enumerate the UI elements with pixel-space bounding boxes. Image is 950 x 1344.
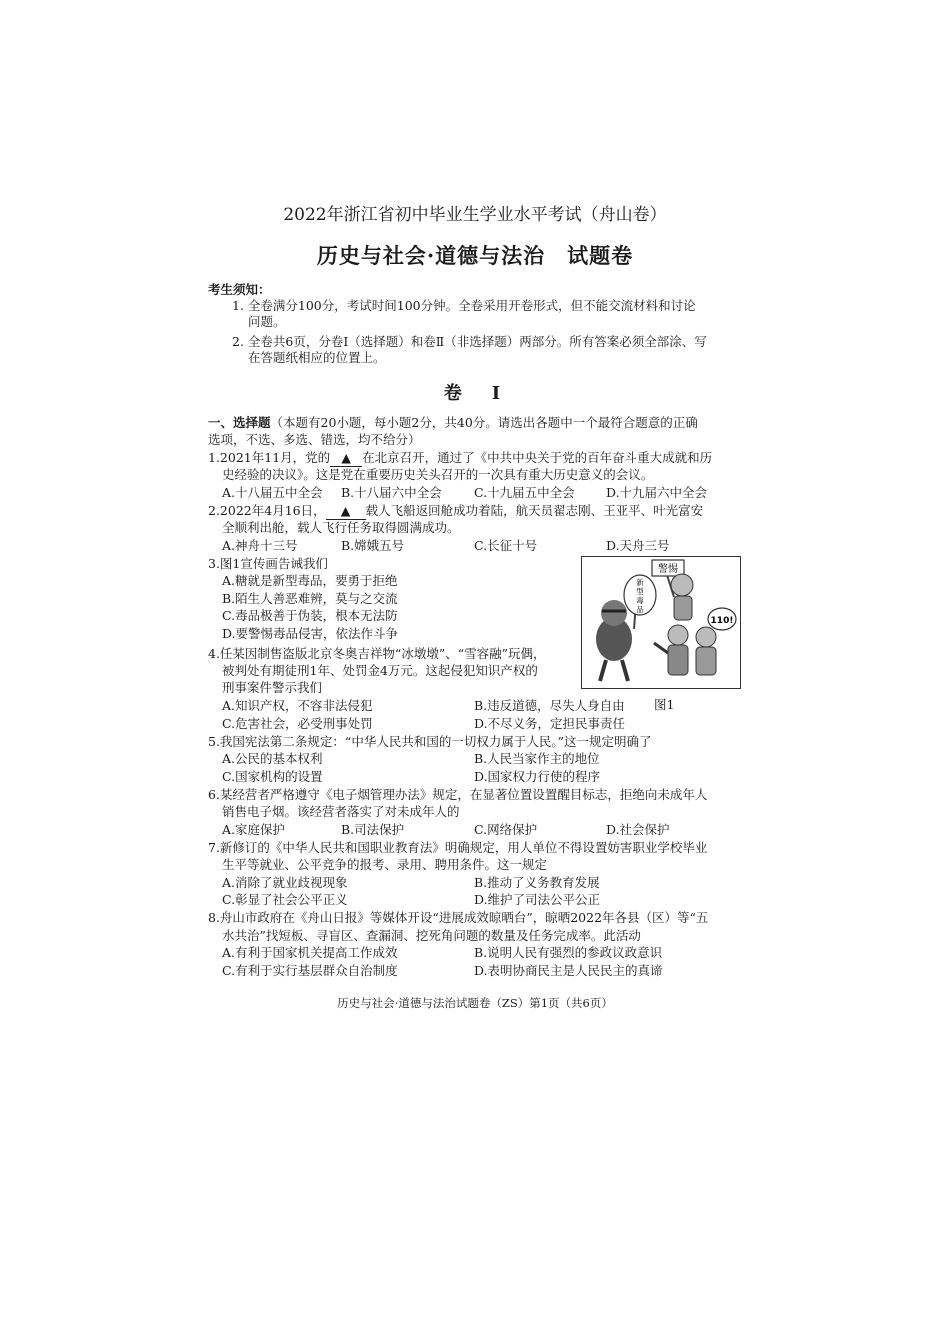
section1-head-bold: 一、选择题 bbox=[208, 415, 271, 430]
q8-option-d: D.表明协商民主是人民民主的真谛 bbox=[474, 963, 663, 978]
q7-option-d: D.维护了司法公平公正 bbox=[474, 892, 601, 907]
drug-sign-text-3: 毒 bbox=[636, 596, 644, 605]
q2-stem bbox=[208, 502, 703, 520]
monster-head bbox=[601, 600, 627, 626]
figure-caption: 图1 bbox=[654, 697, 675, 712]
q6-option-b: B.司法保护 bbox=[341, 822, 405, 837]
q1-blank: ▲ bbox=[330, 449, 362, 467]
q8-stem-line1: 8.舟山市政府在《舟山日报》等媒体开设“进展成效晾晒台”，晾晒2022年各县（区）等“五 bbox=[208, 910, 709, 925]
kid-left-arm bbox=[654, 643, 668, 653]
q1-option-c: C.十九届五中全会 bbox=[474, 485, 575, 500]
q8-stem-line2: 水共治”找短板、寻盲区、查漏洞、挖死角问题的数量及任务完成率。此活动 bbox=[222, 928, 641, 943]
q7-stem-line1: 7.新修订的《中华人民共和国职业教育法》明确规定，用人单位不得设置妨害职业学校毕业 bbox=[208, 840, 708, 855]
q8-option-c: C.有利于实行基层群众自治制度 bbox=[222, 963, 398, 978]
monster-legs bbox=[600, 660, 628, 681]
q7-option-a: A.消除了就业歧视现象 bbox=[222, 875, 348, 890]
notice-item: 在答题纸相应的位置上。 bbox=[248, 350, 386, 365]
q2-stem-post: 载人飞船返回舱成功着陆，航天员翟志刚、王亚平、叶光富安 bbox=[365, 503, 704, 518]
q5-stem: 5.我国宪法第二条规定：“中华人民共和国的一切权力属于人民。”这一规定明确了 bbox=[208, 734, 652, 749]
kid-left-body bbox=[668, 645, 688, 675]
q2-option-a: A.神舟十三号 bbox=[222, 538, 298, 553]
section1-head-text: （本题有20小题，每小题2分，共40分。请选出各题中一个最符合题意的正确 bbox=[270, 415, 698, 430]
q6-option-d: D.社会保护 bbox=[606, 822, 670, 837]
section1-instructions bbox=[208, 414, 698, 431]
notice-item: 2. 全卷共6页，分卷Ⅰ（选择题）和卷Ⅱ（非选择题）两部分。所有答案必须全部涂、写 bbox=[232, 334, 707, 349]
q1-stem-pre: 1.2021年11月，党的 bbox=[208, 450, 331, 465]
q4-stem-line2: 被判处有期徒刑1年、处罚金4万元。这起侵犯知识产权的 bbox=[222, 663, 538, 678]
notice-item: 1. 全卷满分100分，考试时间100分钟。全卷采用开卷形式，但不能交流材料和讨论 bbox=[232, 298, 696, 313]
q6-stem-line1: 6.某经营者严格遵守《电子烟管理办法》规定，在显著位置设置醒目标志，拒绝向未成年人 bbox=[208, 787, 708, 802]
warning-sign-text: 警惕 bbox=[658, 564, 678, 575]
q4-option-a: A.知识产权，不容非法侵犯 bbox=[222, 698, 373, 713]
police-bubble-text: 110! bbox=[710, 616, 734, 626]
cartoon-illustration bbox=[582, 557, 740, 688]
q6-stem-line2: 销售电子烟。该经营者落实了对未成年人的 bbox=[222, 804, 460, 819]
q2-stem-line2: 全顺利出舱，载人飞行任务取得圆满成功。 bbox=[222, 520, 460, 535]
drug-sign-text-2: 型 bbox=[636, 587, 644, 596]
section-title: 卷 Ⅰ bbox=[443, 383, 507, 404]
q6-option-c: C.网络保护 bbox=[474, 822, 538, 837]
kid-top-body bbox=[674, 596, 692, 620]
page-footer: 历史与社会·道德与法治试题卷（ZS）第1页（共6页） bbox=[337, 996, 613, 1010]
q8-option-a: A.有利于国家机关提高工作成效 bbox=[222, 945, 398, 960]
notice-heading: 考生须知： bbox=[208, 282, 271, 297]
q4-option-b: B.违反道德，尽失人身自由 bbox=[474, 698, 625, 713]
q1-option-b: B.十八届六中全会 bbox=[341, 485, 442, 500]
notice-item: 问题。 bbox=[248, 314, 286, 329]
q8-option-b: B.说明人民有强烈的参政议政意识 bbox=[474, 945, 663, 960]
q3-option-a: A.糖就是新型毒品，要勇于拒绝 bbox=[222, 573, 398, 588]
q7-option-c: C.彰显了社会公平正义 bbox=[222, 892, 348, 907]
q3-option-b: B.陌生人善恶难辨，莫与之交流 bbox=[222, 591, 398, 606]
kid-top-head bbox=[671, 574, 693, 596]
q4-stem-line3: 刑事案件警示我们 bbox=[222, 680, 323, 695]
q7-option-b: B.推动了义务教育发展 bbox=[474, 875, 600, 890]
drug-sign-text-4: 品 bbox=[636, 605, 644, 614]
kid-right-body bbox=[696, 647, 716, 675]
q1-option-d: D.十九届六中全会 bbox=[606, 485, 708, 500]
exam-title: 2022年浙江省初中毕业生学业水平考试（舟山卷） bbox=[283, 205, 667, 225]
q4-option-c: C.危害社会，必受刑事处罚 bbox=[222, 716, 373, 731]
q4-option-d: D.不尽义务，定担民事责任 bbox=[474, 716, 626, 731]
q6-option-a: A.家庭保护 bbox=[222, 822, 286, 837]
q2-option-d: D.天舟三号 bbox=[606, 538, 670, 553]
figure-1-cartoon bbox=[581, 556, 741, 689]
q2-stem-pre: 2.2022年4月16日， bbox=[208, 503, 326, 518]
q5-option-c: C.国家机构的设置 bbox=[222, 769, 323, 784]
q5-option-d: D.国家权力行使的程序 bbox=[474, 769, 601, 784]
q5-option-a: A.公民的基本权利 bbox=[222, 751, 323, 766]
q1-option-a: A.十八届五中全会 bbox=[222, 485, 323, 500]
q7-stem-line2: 生平等就业、公平竞争的报考、录用、聘用条件。这一规定 bbox=[222, 857, 548, 872]
q2-option-b: B.嫦娥五号 bbox=[341, 538, 405, 553]
q1-stem-line2: 史经验的决议》。这是党在重要历史关头召开的一次具有重大历史意义的会议。 bbox=[222, 467, 654, 482]
section1-instructions-line2: 选项，不选、多选、错选，均不给分） bbox=[208, 432, 421, 447]
kid-right-head bbox=[696, 627, 716, 647]
drug-sign-text-1: 新 bbox=[636, 578, 644, 587]
q3-option-d: D.要警惕毒品侵害，依法作斗争 bbox=[222, 626, 399, 641]
q3-option-c: C.毒品极善于伪装，根本无法防 bbox=[222, 608, 398, 623]
q3-stem: 3.图1宣传画告诫我们 bbox=[208, 556, 328, 571]
q4-stem-line1: 4.任某因制售盗版北京冬奥吉祥物“冰墩墩”、“雪容融”玩偶， bbox=[208, 646, 546, 661]
q1-stem-post: 在北京召开，通过了《中共中央关于党的百年奋斗重大成就和历 bbox=[362, 450, 713, 465]
q5-option-b: B.人民当家作主的地位 bbox=[474, 751, 600, 766]
q2-blank: ▲ bbox=[326, 502, 366, 520]
kid-left-head bbox=[668, 625, 688, 645]
q2-option-c: C.长征十号 bbox=[474, 538, 538, 553]
paper-title: 历史与社会·道德与法治 试题卷 bbox=[316, 243, 634, 268]
q1-stem bbox=[208, 449, 712, 467]
